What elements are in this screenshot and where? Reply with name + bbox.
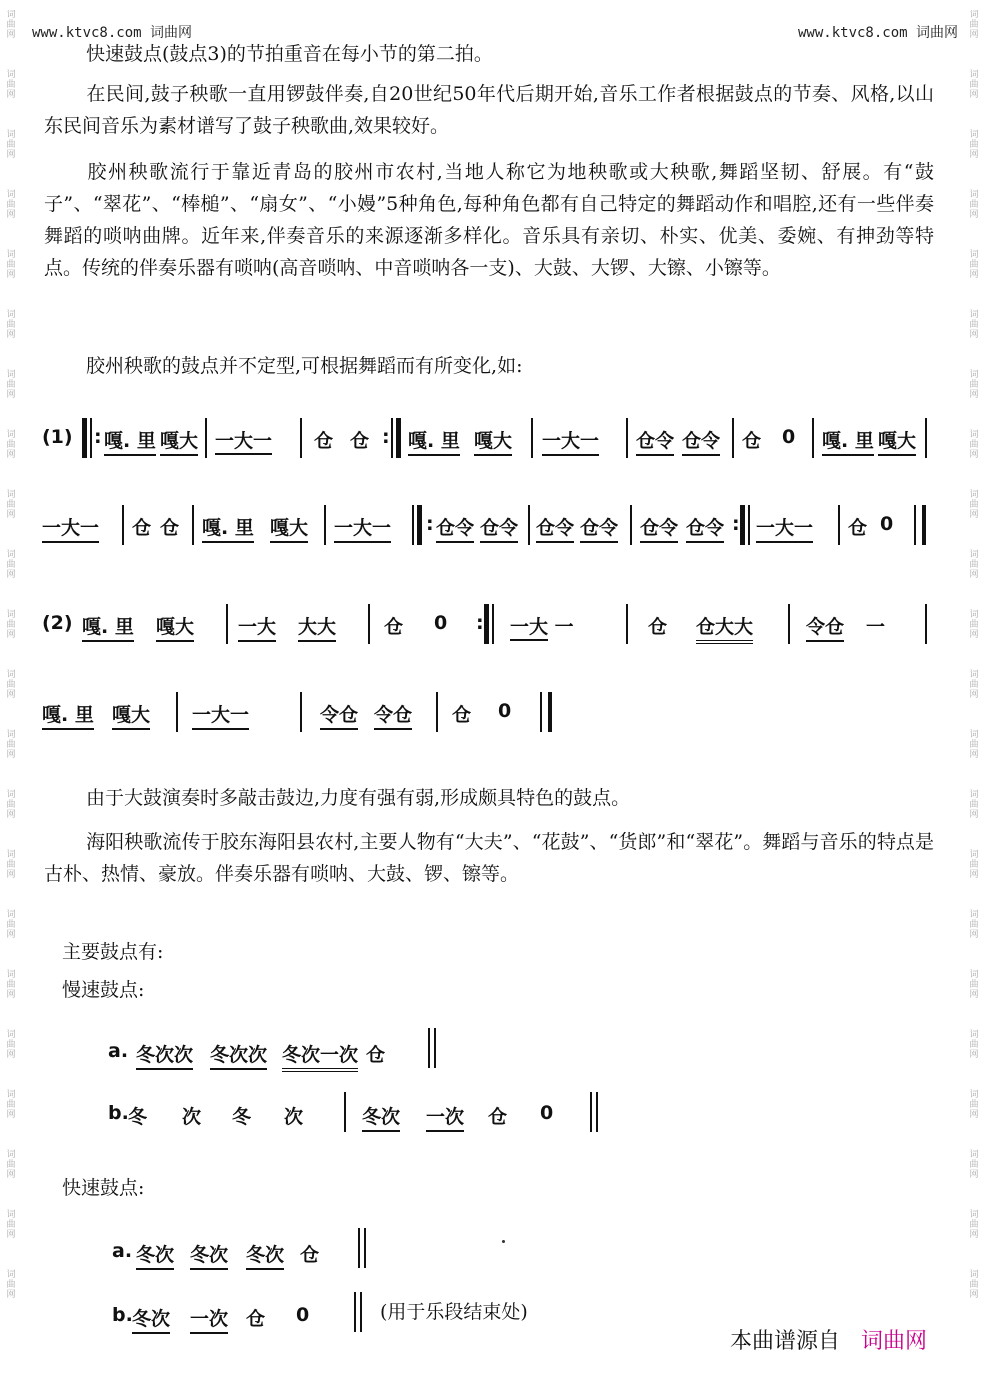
item-a-label: a. <box>112 1240 133 1262</box>
final-bar-thin <box>358 1228 360 1268</box>
repeat-thin-bar <box>492 604 494 644</box>
source-text: 本曲谱源自 <box>730 1329 841 1354</box>
side-watermark-group: 词 曲 网 <box>969 370 979 400</box>
repeat-dots: : <box>94 426 102 448</box>
bar-line <box>812 418 814 458</box>
watermark-top-left: www.ktvc8.com 词曲网 <box>32 25 193 41</box>
note-ga-da: 嘎大 <box>474 426 512 456</box>
note-cang-ling: 仓令 <box>580 513 618 543</box>
side-watermark-group: 词 曲 网 <box>969 790 979 820</box>
bar-line <box>925 418 927 458</box>
note-zero: 0 <box>880 513 894 535</box>
repeat-thick-bar <box>484 604 489 644</box>
side-watermark-group: 词 曲 网 <box>969 610 979 640</box>
bar-line <box>368 604 370 644</box>
bar-line <box>324 505 326 545</box>
side-watermark-group: 词 曲 网 <box>969 1090 979 1120</box>
note-yi-da-yi: 一大 一 <box>510 612 574 639</box>
side-watermark-group: 词 曲 网 <box>969 1270 979 1300</box>
final-bar-thin <box>914 505 916 545</box>
final-bar-thin <box>590 1092 592 1132</box>
bar-line <box>436 692 438 732</box>
note-zero: 0 <box>498 700 512 722</box>
side-watermark-group: 词 曲 网 <box>6 130 16 160</box>
note-da-da: 大大 <box>298 612 336 642</box>
note-cang-ling: 仓令 <box>436 513 474 543</box>
side-watermark-group: 词 曲 网 <box>6 490 16 520</box>
side-watermark-group: 词 曲 网 <box>969 10 979 40</box>
side-watermark-group: 词 曲 网 <box>6 730 16 760</box>
source-footer <box>730 1324 927 1355</box>
final-bar-thick <box>548 692 552 732</box>
side-watermark-group: 词 曲 网 <box>6 790 16 820</box>
bar-line <box>300 418 302 458</box>
note-yi-da-yi: 一大一 <box>192 700 249 730</box>
note-yi-ci: 一次 <box>426 1102 464 1132</box>
side-watermark-group: 词 曲 网 <box>969 1210 979 1240</box>
note-yi-da-yi: 一大一 <box>42 513 99 543</box>
note-cang-ling: 仓令 <box>536 513 574 543</box>
bar-line <box>838 505 840 545</box>
note-dong-cici: 冬次次 <box>210 1040 267 1070</box>
note-ci: 次 <box>284 1106 304 1128</box>
side-watermark-group: 词 曲 网 <box>969 1150 979 1180</box>
bar-line <box>788 604 790 644</box>
side-watermark-group: 词 曲 网 <box>6 910 16 940</box>
paragraph-4: 由于大鼓演奏时多敲击鼓边,力度有强有弱,形成颇具特色的鼓点。 <box>86 787 631 809</box>
note-ga-da: 嘎大 <box>270 513 308 543</box>
note-yi-ci: 一次 <box>190 1304 228 1334</box>
final-bar-thin <box>428 1028 430 1068</box>
repeat-start-thin-bar <box>90 418 92 458</box>
slow-drum-label: 慢速鼓点: <box>62 979 145 1001</box>
side-watermark-group: 词 曲 网 <box>6 850 16 880</box>
note-cang-da-da: 仓大大 <box>696 612 753 644</box>
side-watermark-group: 词 曲 网 <box>6 1090 16 1120</box>
side-watermark-group: 词 曲 网 <box>969 130 979 160</box>
note-cang-ling: 仓令 <box>480 513 518 543</box>
bar-line <box>176 692 178 732</box>
bar-line <box>626 604 628 644</box>
note-cang: 仓 <box>488 1106 508 1128</box>
note-cang: 仓 <box>848 517 868 539</box>
side-watermark-group: 词 曲 网 <box>969 70 979 100</box>
side-watermark-group: 词 曲 网 <box>6 610 16 640</box>
repeat-start-thin-bar <box>412 505 414 545</box>
note-cang: 仓 <box>648 616 668 638</box>
paragraph-0: 快速鼓点(鼓点3)的节拍重音在每小节的第二拍。 <box>86 43 493 65</box>
side-watermark-group: 词 曲 网 <box>6 670 16 700</box>
note-dong-ci-yi-ci: 冬次一次 <box>282 1040 358 1072</box>
note-ling-cang: 令仓 <box>806 612 844 642</box>
repeat-end-thick-bar <box>740 505 745 545</box>
side-watermark-group: 词 曲 网 <box>6 1030 16 1060</box>
side-watermark-group: 词 曲 网 <box>6 10 16 40</box>
note-yi: 一 <box>866 616 886 638</box>
note-cang-ling: 仓令 <box>636 426 674 456</box>
speck <box>502 1240 505 1243</box>
side-watermark-group: 词 曲 网 <box>6 310 16 340</box>
note-yi-da-yi: 一大一 <box>756 513 813 543</box>
bar-line <box>344 1092 346 1132</box>
end-note: (用于乐段结束处) <box>380 1301 528 1323</box>
note-cang-ling: 仓令 <box>640 513 678 543</box>
side-watermark-group: 词 曲 网 <box>6 970 16 1000</box>
bar-line <box>122 505 124 545</box>
side-watermark-group: 词 曲 网 <box>969 430 979 460</box>
side-watermark-group: 词 曲 网 <box>6 190 16 220</box>
note-ga-li: 嘎. 里 <box>82 612 134 642</box>
side-watermark-group: 词 曲 网 <box>969 670 979 700</box>
note-zero: 0 <box>540 1102 554 1124</box>
repeat-dots: : <box>426 513 434 535</box>
repeat-start-thick-bar <box>82 418 87 458</box>
bar-line <box>300 692 302 732</box>
note-dong-ci: 冬次 <box>132 1304 170 1334</box>
final-bar-thin <box>364 1228 366 1268</box>
brand-link[interactable]: 词曲网 <box>861 1329 928 1354</box>
repeat-end-thick-bar <box>396 418 401 458</box>
note-ga-li: 嘎. 里 <box>408 426 460 456</box>
note-ga-da: 嘎大 <box>156 612 194 642</box>
side-watermark-group: 词 曲 网 <box>6 70 16 100</box>
side-watermark-group: 词 曲 网 <box>969 850 979 880</box>
repeat-dots: : <box>476 612 484 634</box>
note-cang: 仓 <box>314 430 334 452</box>
side-watermark-group: 词 曲 网 <box>6 550 16 580</box>
repeat-end-thin-bar <box>391 418 393 458</box>
final-bar-thin <box>434 1028 436 1068</box>
repeat-dots: : <box>382 426 390 448</box>
bar-line <box>531 418 533 458</box>
final-bar-thick <box>922 505 926 545</box>
fast-drum-label: 快速鼓点: <box>62 1177 145 1199</box>
final-bar-thin <box>360 1292 362 1332</box>
note-ci: 次 <box>182 1106 202 1128</box>
note-cang: 仓 <box>384 616 404 638</box>
note-cang: 仓 <box>742 430 762 452</box>
note-ga-li: 嘎. 里 <box>42 700 94 730</box>
example-2-label: (2) <box>42 612 73 634</box>
side-watermark-group: 词 曲 网 <box>969 730 979 760</box>
note-cang-ling: 仓令 <box>682 426 720 456</box>
final-bar-thin <box>596 1092 598 1132</box>
note-ga-li: 嘎. 里 <box>104 426 156 456</box>
watermark-side-right <box>966 10 982 1380</box>
note-zero: 0 <box>434 612 448 634</box>
side-watermark-group: 词 曲 网 <box>969 1030 979 1060</box>
note-zero: 0 <box>782 426 796 448</box>
note-cang: 仓 <box>300 1244 320 1266</box>
paragraph-3: 胶州秧歌的鼓点并不定型,可根据舞蹈而有所变化,如: <box>86 355 523 377</box>
repeat-start-thick-bar <box>417 505 422 545</box>
note-dong-ci: 冬次 <box>246 1240 284 1270</box>
note-ga-li: 嘎. 里 <box>822 426 874 456</box>
final-bar-thin <box>354 1292 356 1332</box>
note-yi-da-yi: 一大一 <box>215 426 272 453</box>
note-ga-da: 嘎大 <box>878 426 916 456</box>
note-ling-cang: 令仓 <box>374 700 412 730</box>
side-watermark-group: 词 曲 网 <box>6 1150 16 1180</box>
bar-line <box>192 505 194 545</box>
side-watermark-group: 词 曲 网 <box>969 910 979 940</box>
side-watermark-group: 词 曲 网 <box>969 310 979 340</box>
note-yi-da: 一大 <box>238 612 276 642</box>
paragraph-5: 海阳秧歌流传于胶东海阳县农村,主要人物有“大夫”、“花鼓”、“货郎”和“翠花”。舞蹈与音乐的特点是古朴、热情、豪放。伴奏乐器有唢呐、大鼓、锣、镲等。 <box>44 831 934 885</box>
side-watermark-group: 词 曲 网 <box>6 1210 16 1240</box>
bar-line <box>626 418 628 458</box>
note-cang: 仓 <box>350 430 370 452</box>
bar-line <box>205 418 207 458</box>
item-b-label: b. <box>112 1304 133 1326</box>
repeat-dots: : <box>732 513 740 535</box>
side-watermark-group: 词 曲 网 <box>969 970 979 1000</box>
paragraph-2: 胶州秧歌流行于靠近青岛的胶州市农村,当地人称它为地秧歌或大秧歌,舞蹈坚韧、舒展。有“鼓子”、“翠花”、“棒槌”、“扇女”、“小嫚”5种角色,每种角色都有自己特定的舞蹈动作和唱腔,还有一些伴奏舞蹈的唢呐曲牌。近年来,伴奏音乐的来源逐渐多样化。音乐具有亲切、朴实、优美、委婉、有抻劲等特点。传统的伴奏乐器有唢呐(高音唢呐、中音唢呐各一支)、大鼓、大锣、大镲、小镲等。 <box>44 161 934 279</box>
repeat-end-thin-bar <box>748 505 750 545</box>
note-cang-ling: 仓令 <box>686 513 724 543</box>
side-watermark-group: 词 曲 网 <box>6 370 16 400</box>
bar-line <box>226 604 228 644</box>
note-dong: 冬 <box>232 1106 252 1128</box>
note-dong-ci: 冬次 <box>136 1240 174 1270</box>
note-cang: 仓 <box>452 704 472 726</box>
note-ga-li: 嘎. 里 <box>202 513 254 543</box>
watermark-top-right: www.ktvc8.com 词曲网 <box>798 25 959 41</box>
note-cang: 仓 <box>132 517 152 539</box>
note-dong-ci: 冬次 <box>190 1240 228 1270</box>
example-1-label: (1) <box>42 426 73 448</box>
note-ga-da: 嘎大 <box>160 426 198 456</box>
side-watermark-group: 词 曲 网 <box>6 1270 16 1300</box>
note-cang: 仓 <box>246 1308 266 1330</box>
item-a-label: a. <box>108 1040 129 1062</box>
note-yi-da-yi: 一大一 <box>334 513 391 543</box>
final-bar-thin <box>540 692 542 732</box>
note-dong-ci: 冬次 <box>362 1102 400 1132</box>
side-watermark-group: 词 曲 网 <box>969 190 979 220</box>
bar-line <box>732 418 734 458</box>
note-cang: 仓 <box>160 517 180 539</box>
bar-line <box>925 604 927 644</box>
note-dong-cici: 冬次次 <box>136 1040 193 1070</box>
bar-line <box>630 505 632 545</box>
note-dong: 冬 <box>128 1106 148 1128</box>
paragraph-1: 在民间,鼓子秧歌一直用锣鼓伴奏,自20世纪50年代后期开始,音乐工作者根据鼓点的节奏、风格,以山东民间音乐为素材谱写了鼓子秧歌曲,效果较好。 <box>44 83 934 137</box>
note-cang: 仓 <box>366 1044 386 1066</box>
note-ling-cang: 令仓 <box>320 700 358 730</box>
side-watermark-group: 词 曲 网 <box>969 250 979 280</box>
side-watermark-group: 词 曲 网 <box>969 490 979 520</box>
side-watermark-group: 词 曲 网 <box>6 430 16 460</box>
side-watermark-group: 词 曲 网 <box>969 550 979 580</box>
main-drum-label: 主要鼓点有: <box>62 941 164 963</box>
note-zero: 0 <box>296 1304 310 1326</box>
note-ga-da: 嘎大 <box>112 700 150 730</box>
side-watermark-group: 词 曲 网 <box>6 250 16 280</box>
watermark-side-left <box>3 10 19 1380</box>
bar-line <box>528 505 530 545</box>
item-b-label: b. <box>108 1102 129 1124</box>
note-yi-da-yi: 一大一 <box>542 426 599 456</box>
